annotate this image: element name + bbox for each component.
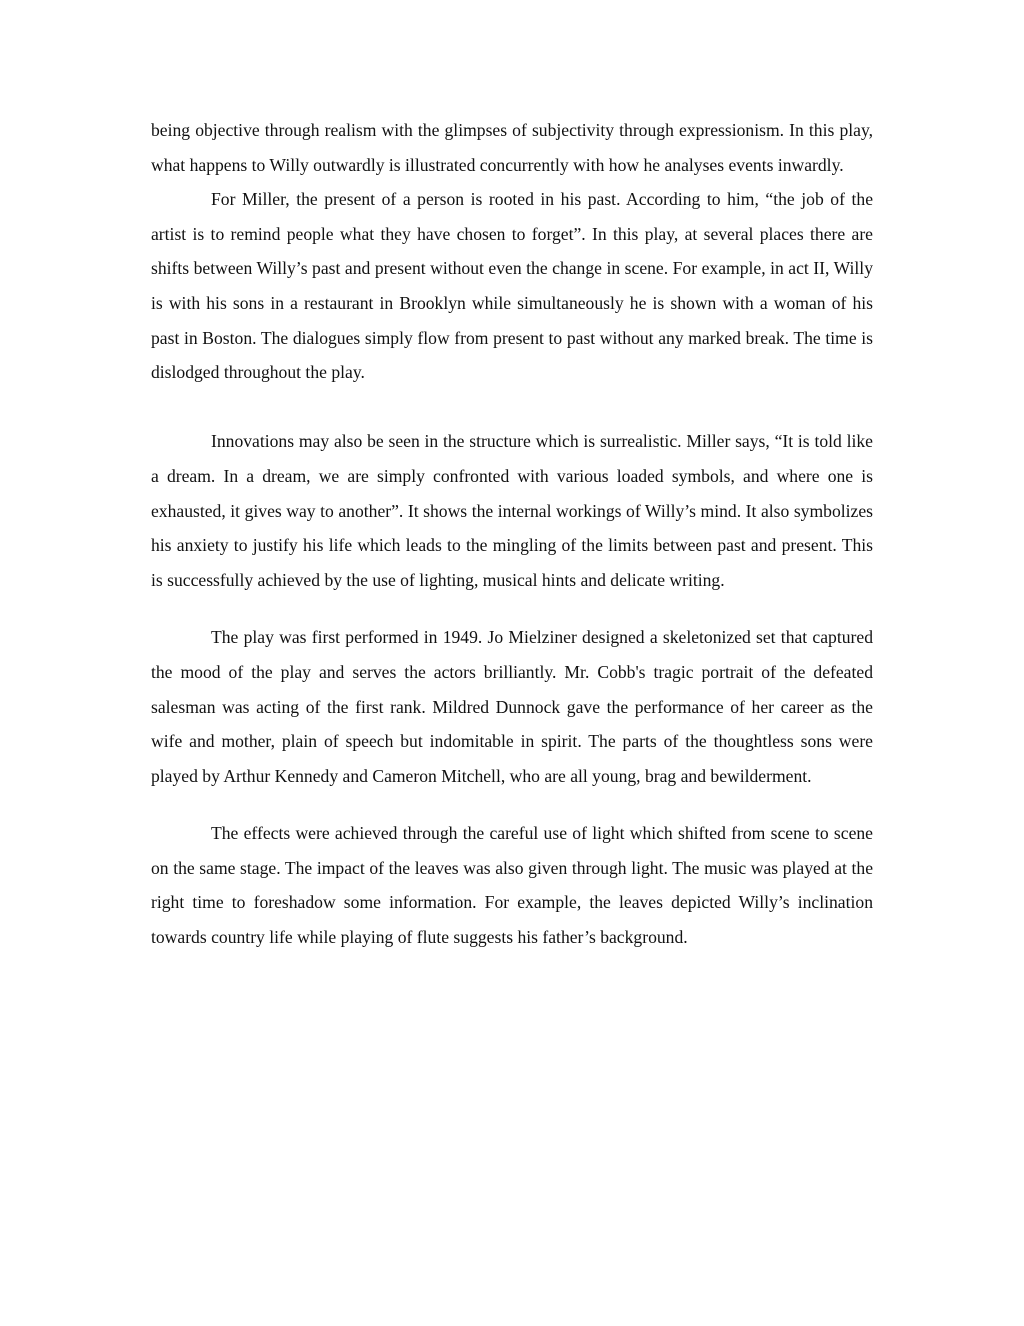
paragraph-innovations: Innovations may also be seen in the structure which is surrealistic. Miller says, “It is told like a dream. In a dream, we are simply confronted with various loaded symbols, and where one is exhausted, it gives way to another”. It shows the internal workings of Willy’s mind. It also symbolizes his anxiety to justify his life which leads to the mingling of the limits between past and present. This is successfully achieved by the use of lighting, musical hints and delicate writing. (151, 431, 873, 590)
paragraph-continuation: being objective through realism with the glimpses of subjectivity through expressionism. In this play, what happens to Willy outwardly is illustrated concurrently with how he analyses events inwardly. (151, 120, 873, 175)
paragraph-effects: The effects were achieved through the careful use of light which shifted from scene to scene on the same stage. The impact of the leaves was also given through light. The music was played at the right time to foreshadow some information. For example, the leaves depicted Willy’s inclination towards country life while playing of flute suggests his father’s background. (151, 823, 873, 948)
paragraph-miller-past: For Miller, the present of a person is rooted in his past. According to him, “the job of the artist is to remind people what they have chosen to forget”. In this play, at several places there are shifts between Willy’s past and present without even the change in scene. For example, in act II, Willy is with his sons in a restaurant in Brooklyn while simultaneously he is shown with a woman of his past in Boston. The dialogues simply flow from present to past without any marked break. The time is dislodged throughout the play. (151, 189, 873, 383)
document-page (151, 113, 873, 955)
paragraph-first-performance: The play was first performed in 1949. Jo Mielziner designed a skeletonized set that captured the mood of the play and serves the actors brilliantly. Mr. Cobb's tragic portrait of the defeated salesman was acting of the first rank. Mildred Dunnock gave the performance of her career as the wife and mother, plain of speech but indomitable in spirit. The parts of the thoughtless sons were played by Arthur Kennedy and Cameron Mitchell, who are all young, brag and bewilderment. (151, 627, 873, 786)
